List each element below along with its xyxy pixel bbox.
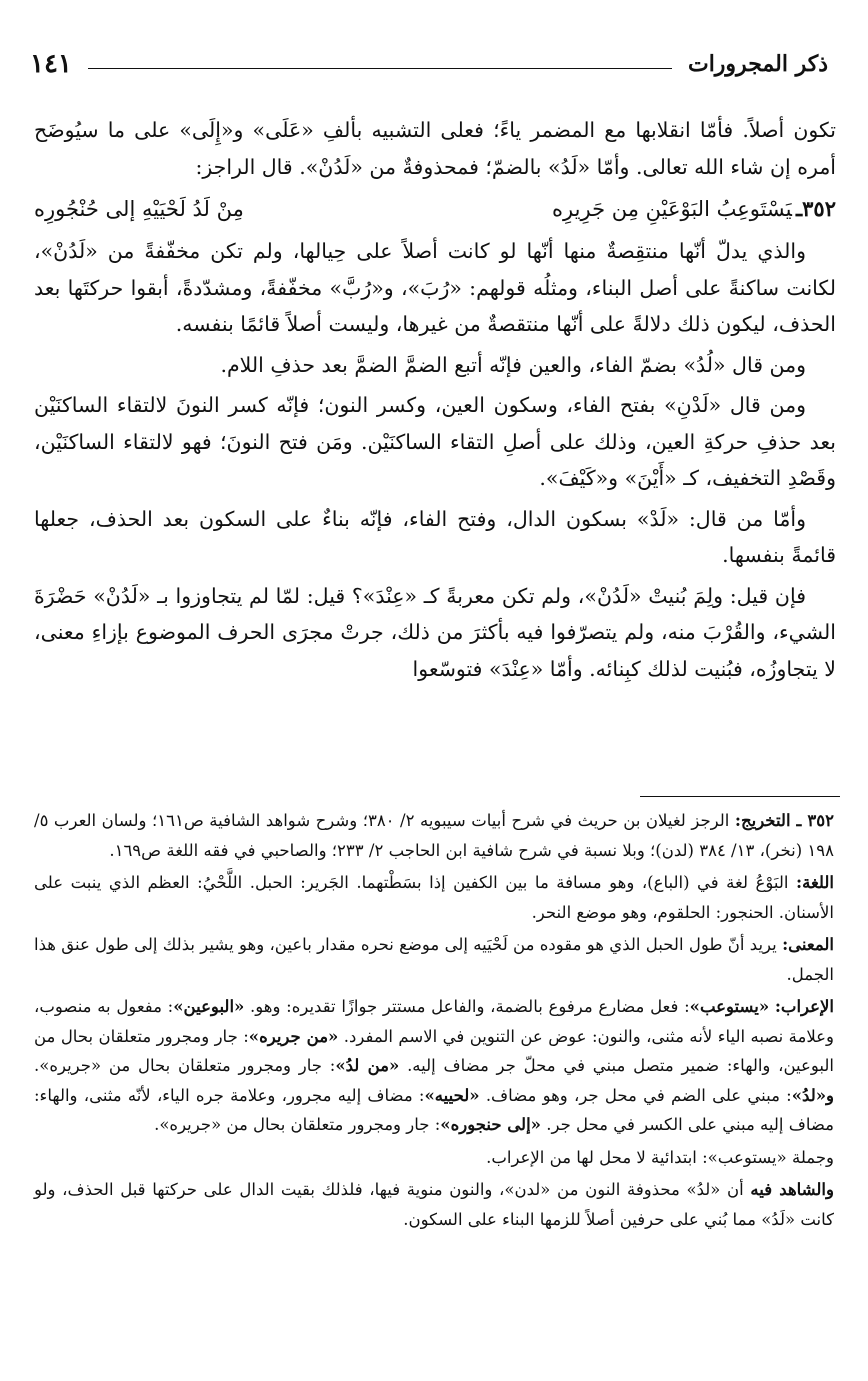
note-maana-text: يريد أنّ طول الحبل الذي هو مقوده من لَحْيَيه إلى موضع نحره مقدار باعين، وهو يشير بذلك إلى طول عنق هذا الجمل. [34, 935, 834, 984]
note-lugha-label: اللغة: [796, 873, 834, 892]
irab-term: «من جريره» [248, 1026, 339, 1046]
note-irab-label: الإعراب: [774, 997, 834, 1016]
footnote-separator [640, 796, 840, 797]
irab-term: «لحييه» [424, 1085, 480, 1105]
irab-term: «إلى حنجوره» [440, 1115, 541, 1134]
main-text [34, 112, 836, 691]
paragraph-5: وأمّا من قال: «لَدْ» بسكون الدال، وفتح الفاء، فإنّه بناءٌ على السكون بعد الحذف، جعلها قائمةً بنفسها. [34, 506, 836, 567]
irab-text: : جار ومجرور متعلقان بحال من البوعين، والهاء: ضمير متصل مبني في محلّ جر مضاف إليه. [34, 1026, 834, 1075]
note-shahid-text: أن «لدُ» محذوفة النون من «لدن»، والنون منوية فيها، فلذلك بقيت الدال على حركتها قبل الحذف، ولو كانت «لَدُ» مما بُني على حرفين أصلاً للزمها البناء على السكون. [34, 1180, 834, 1229]
irab-text: : مبني على الضم في محل جر، وهو مضاف. [485, 1085, 792, 1105]
page-header [30, 44, 828, 84]
irab-term: «البوعين» [173, 997, 245, 1016]
note-takhrij-text: الرجز لغيلان بن حريث في شرح أبيات سيبويه ٢/ ٣٨٠؛ وشرح شواهد الشافية ص١٦١؛ ولسان العرب ٥/ ١٩٨ (نخر)، ١٣/ ٣٨٤ (لدن)؛ وبلا نسبة في شرح شافية ابن الحاجب ٢/ ٢٣٣؛ والصاحبي في فقه اللغة ص١٦٩. [34, 811, 834, 860]
irab-term: «من لدُ» [335, 1056, 400, 1075]
note-irab [34, 992, 834, 1140]
footnotes [34, 806, 834, 1237]
running-title: ذكر المجرورات [687, 51, 828, 77]
paragraph-2: والذي يدلّ أنّها منتقِصةٌ منها أنّها لو كانت أصلاً على حِيالها، ولم تكن مخفّفةً من «لَدُنْ»، لكانت ساكنةً على أصل البناء، ومثلُه قولهم: «رُبَ»، و«رُبَّ» مخفّفةً، ومشدّدةً، أبقوا حركتَها بعد الحذف، ليكون ذلك دلالةً على أنّها منتقصةٌ من غيرها، وليست أصلاً قائمًا بنفسه. [34, 239, 836, 336]
irab-text: : مفعول به منصوب، وعلامة نصبه الياء لأنه مثنى، والنون: عوض عن التنوين في الاسم المفرد. [34, 997, 834, 1046]
verse-number: ٣٥٢ـ [796, 196, 836, 221]
note-shahid-label: والشاهد فيه [750, 1180, 834, 1199]
header-rule [88, 68, 672, 69]
verse-first-text: يَسْتَوعِبُ البَوْعَيْنِ مِن جَرِيرِه [552, 197, 792, 221]
paragraph-1: تكون أصلاً. فأمّا انقلابها مع المضمر ياءً؛ فعلى التشبيه بألفِ «عَلَى» و«إِلَى» على ما سيُوضَح أمره إن شاء الله تعالى. وأمّا «لَدُ» بالضمّ؛ فمحذوفةٌ من «لَدُنْ». قال الراجز: [34, 118, 836, 179]
page-number: ١٤١ [30, 49, 72, 79]
note-takhrij [34, 806, 834, 865]
verse-352 [34, 189, 836, 229]
paragraph-6: فإن قيل: ولِمَ بُنيتْ «لَدُنْ»، ولم تكن معربةً كـ «عِنْدَ»؟ قيل: لمّا لم يتجاوزوا بـ «لَدُنْ» حَضْرَةَ الشيء، والقُرْبَ منه، ولم يتصرّفوا فيه بأكثرَ من ذلك، جرتْ مجرَى الحرف الموضوع بإزاءِ معنى، لا يتجاوزُه، فبُنيت لذلك كبِنائه. وأمّا «عِنْدَ» فتوسّعوا [34, 583, 836, 681]
irab-term: و«لدُ» [791, 1085, 834, 1105]
note-maana-label: المعنى: [782, 935, 834, 954]
note-maana [34, 930, 834, 989]
irab-text: : مضاف إليه مجرور، وعلامة جره الياء، لأنّه مثنى، والهاء: مضاف إليه مبني على الكسر في محل جر. [34, 1085, 834, 1134]
note-takhrij-label: ٣٥٢ ـ التخريج: [734, 811, 834, 830]
irab-text: : فعل مضارع مرفوع بالضمة، والفاعل مستتر جوازًا تقديره: وهو. [250, 997, 690, 1016]
paragraph-3: ومن قال «لُدُ» بضمّ الفاء، والعين فإنّه أتبع الضمَّ الضمَّ بعد حذفِ اللام. [220, 352, 806, 377]
irab-text: : جار ومجرور متعلقان بحال من «جريره». [154, 1115, 441, 1134]
irab-text: : جار ومجرور متعلقان بحال من «جريره». [34, 1056, 336, 1075]
note-lugha [34, 868, 834, 927]
note-jumla: وجملة «يستوعب»: ابتدائية لا محل لها من الإعراب. [486, 1147, 834, 1167]
irab-term: «يستوعب» [689, 997, 770, 1016]
paragraph-4: ومن قال «لَدْنِ» بفتح الفاء، وسكون العين، وكسر النون؛ فإنّه كسر النونَ لالتقاء الساكنَيْن بعد حذفِ حركةِ العين، وذلك على أصلِ التقاء الساكنَيْن. ومَن فتح النونَ؛ فهو لالتقاء الساكنَيْن، وقَصْدِ التخفيف، كـ «أَيْنَ» و«كَيْفَ». [34, 393, 836, 490]
note-shahid [34, 1175, 834, 1234]
note-lugha-text: البَوْعُ لغة في (الباع)، وهو مسافة ما بين الكفين إذا بسَطْتهما. الجَرير: الحبل. اللَّحْيُ: العظم الذي ينبت على الأسنان. الحنجور: الحلقوم، وهو موضع النحر. [34, 873, 834, 922]
verse-second-hemistich: مِنْ لَدُ لَحْيَيْهِ إلى حُنْجُورِه [34, 197, 244, 221]
verse-first-hemistich [552, 189, 836, 229]
